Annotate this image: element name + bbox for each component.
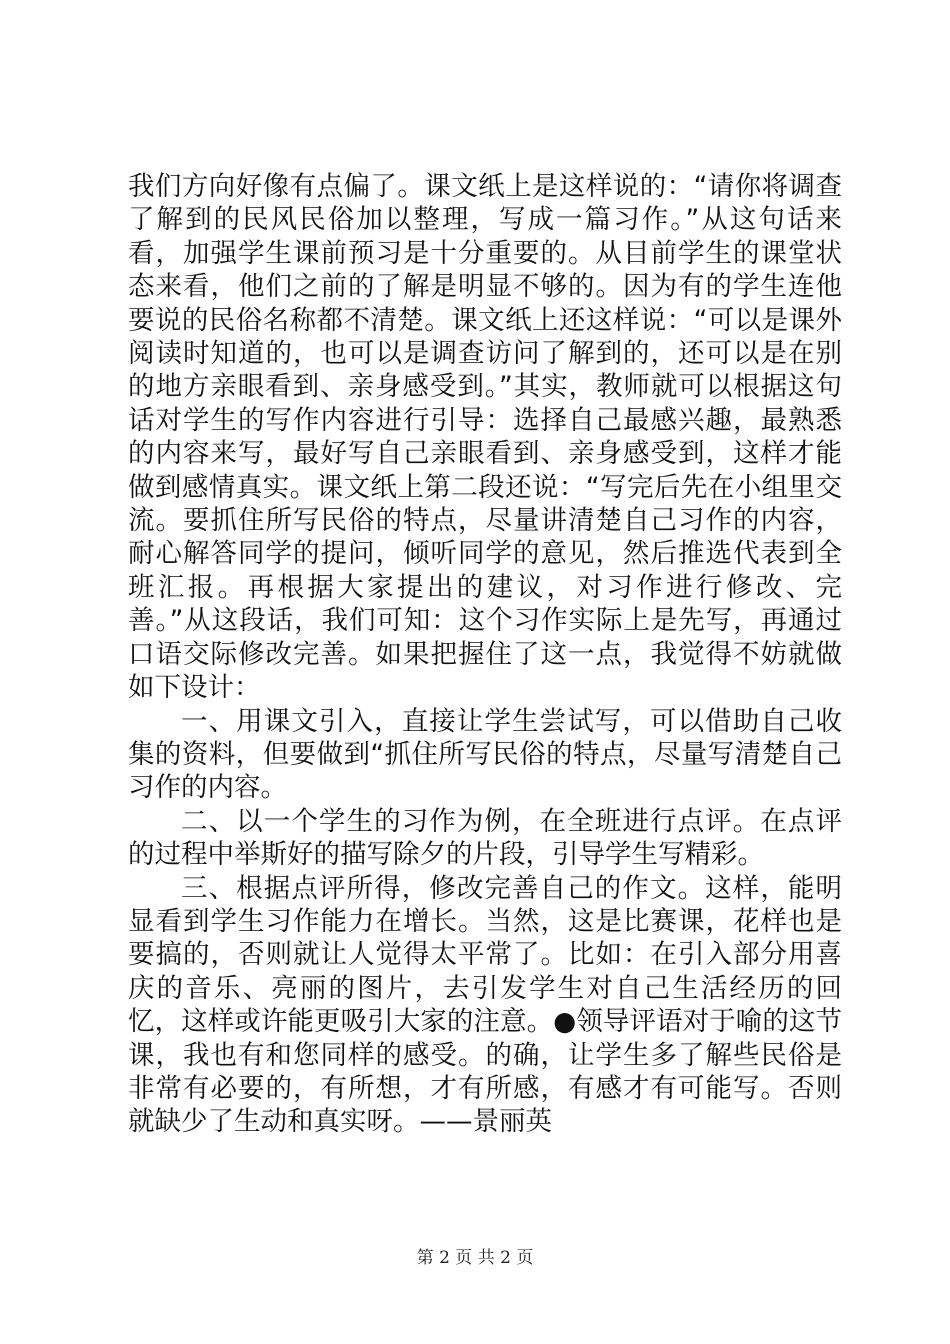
paragraph-continuation: 我们方向好像有点偏了。课文纸上是这样说的：“请你将调查了解到的民风民俗加以整理，写成一篇习作。”从这句话来看，加强学生课前预习是十分重要的。从目前学生的课堂状态来看，他们之前的了解是明显不够的。因为有的学生连他要说的民俗名称都不清楚。课文纸上还这样说：“可以是课外阅读时知道的，也可以是调查访问了解到的，还可以是在别的地方亲眼看到、亲身感受到。”其实，教师就可以根据这句话对学生的写作内容进行引导：选择自己最感兴趣，最熟悉的内容来写，最好写自己亲眼看到、亲身感受到，这样才能做到感情真实。课文纸上第二段还说：“写完后先在小组里交流。要抓住所写民俗的特点，尽量讲清楚自己习作的内容，耐心解答同学的提问，倾听同学的意见，然后推选代表到全班汇报。再根据大家提出的建议，对习作进行修改、完善。”从这段话，我们可知：这个习作实际上是先写，再通过口语交际修改完善。如果把握住了这一点，我觉得不妨就做如下设计： <box>128 171 842 704</box>
page-number-footer: 第 2 页 共 2 页 <box>416 1248 534 1268</box>
paragraph-step-two: 二、以一个学生的习作为例，在全班进行点评。在点评的过程中举斯好的描写除夕的片段，引导学生写精彩。 <box>128 805 842 871</box>
paragraph-step-three: 三、根据点评所得，修改完善自己的作文。这样，能明显看到学生习作能力在增长。当然，这是比赛课，花样也是要搞的，否则就让人觉得太平常了。比如：在引入部分用喜庆的音乐、亮丽的图片，去引发学生对自己生活经历的回忆，这样或许能更吸引大家的注意。●领导评语对于喻的这节课，我也有和您同样的感受。的确，让学生多了解些民俗是非常有必要的，有所想，才有所感，有感才有可能写。否则就缺少了生动和真实呀。——景丽英 <box>128 872 842 1138</box>
body-text <box>128 170 842 1139</box>
paragraph-step-one: 一、用课文引入，直接让学生尝试写，可以借助自己收集的资料，但要做到“抓住所写民俗的特点，尽量写清楚自己习作的内容。 <box>128 705 842 804</box>
